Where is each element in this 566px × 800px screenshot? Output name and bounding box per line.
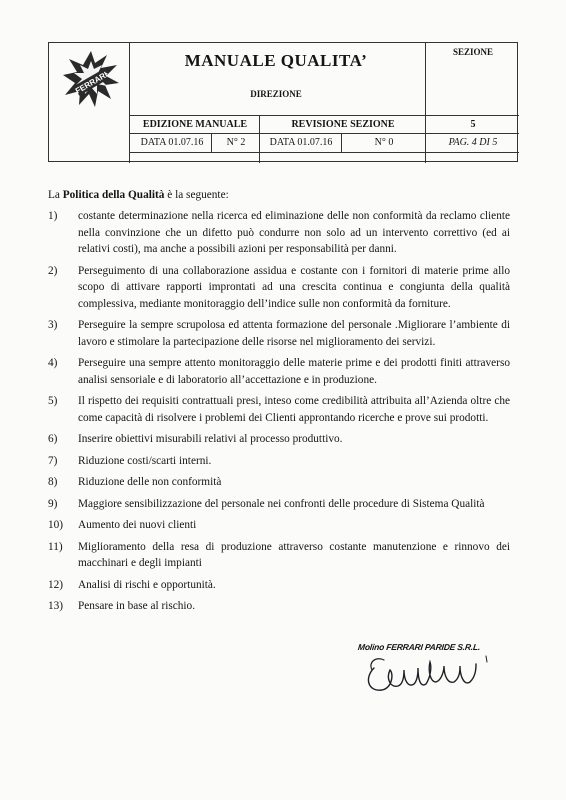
edizione-data: DATA 01.07.16 (140, 137, 204, 148)
list-item-text: Maggiore sensibilizzazione del personale nei confronti delle procedure di Sistema Qualità (78, 497, 485, 510)
list-item-text: Il rispetto dei requisiti contrattuali presi, inteso come credibilità attribuita all’Azienda oltre che come capacità di risolvere i problemi dei Clienti approntando ricerche e prove sui prodotti. (78, 395, 510, 424)
intro-text: La Politica della Qualità è la seguente: (48, 189, 229, 201)
page-number: PAG. 4 DI 5 (448, 137, 498, 148)
list-item-text: Riduzione delle non conformità (78, 476, 222, 488)
sezione-value: 5 (470, 119, 476, 130)
list-item-text: Miglioramento della resa di produzione attraverso costante manutenzione e rinnovo dei macchinari e degli impianti (78, 540, 510, 569)
list-item-number: 2) (48, 264, 58, 277)
list-item-text: Perseguire la sempre scrupolosa ed attenta formazione del personale .Migliorare l’ambiente di lavoro e stimolare la partecipazione delle risorse nel miglioramento dei servizi. (78, 319, 510, 348)
list-item (48, 496, 510, 513)
list-item (48, 355, 510, 388)
policy-heading: Politica della Qualità (62, 189, 165, 201)
list-item (48, 517, 510, 534)
list-item-number: 1) (48, 210, 58, 222)
list-item-number: 7) (48, 454, 58, 467)
policy-list (48, 208, 510, 620)
list-item-number: 9) (48, 497, 58, 510)
list-item (48, 598, 510, 615)
sezione-label: SEZIONE (452, 47, 494, 57)
revisione-data: DATA 01.07.16 (269, 137, 333, 148)
list-item-number: 5) (48, 395, 58, 407)
list-item-number: 8) (48, 476, 58, 488)
list-item-number: 10) (48, 519, 64, 531)
list-item-text: Analisi di rischi e opportunità. (78, 578, 216, 591)
edizione-num: N° 2 (226, 137, 246, 148)
list-item-text: Aumento dei nuovi clienti (78, 519, 197, 531)
logo-text: FERRARI (73, 70, 110, 96)
list-item-number: 12) (48, 578, 64, 591)
list-item (48, 577, 510, 594)
list-item-number: 6) (48, 433, 58, 445)
list-item-number: 3) (48, 319, 58, 331)
list-item-number: 4) (48, 357, 58, 369)
ferrari-logo-icon (61, 49, 121, 109)
list-item-number: 11) (48, 540, 63, 553)
list-item (48, 317, 510, 350)
list-item-text: Pensare in base al rischio. (78, 600, 196, 612)
list-item-number: 13) (48, 600, 64, 612)
header-table (48, 42, 518, 162)
list-item (48, 208, 510, 258)
list-item (48, 474, 510, 491)
list-item (48, 393, 510, 426)
revisione-num: N° 0 (374, 137, 394, 148)
company-stamp: Molino FERRARI PARIDE S.R.L. (357, 642, 481, 652)
list-item (48, 263, 510, 313)
list-item (48, 431, 510, 448)
list-item-text: Perseguimento di una collaborazione assidua e costante con i fornitori di materie prime allo scopo di attivare rapporti improntati ad una crescita continua e congiunta della qualità complessiva, mediante monitoraggio dell’indice sulle non conformità da forniture. (78, 264, 510, 310)
signature-icon (360, 648, 490, 696)
list-item-text: Inserire obiettivi misurabili relativi al processo produttivo. (78, 433, 343, 445)
list-item (48, 453, 510, 470)
revisione-label: REVISIONE SEZIONE (291, 119, 395, 130)
list-item-text: Perseguire una sempre attento monitoraggio delle materie prime e dei prodotti finiti attraverso analisi sensoriale e di laboratorio all’accettazione e in produzione. (78, 357, 510, 386)
list-item-text: costante determinazione nella ricerca ed eliminazione delle non conformità da reclamo cliente nella convinzione che un difetto può condurre non solo ad un intervento correttivo (ed ai relativi costi), ma anche a possibili azioni per responsabilità per danni. (78, 210, 510, 255)
edizione-label: EDIZIONE MANUALE (142, 119, 248, 130)
document-title: MANUALE QUALITA’ (184, 51, 368, 70)
document-subtitle: DIREZIONE (250, 89, 302, 99)
list-item-text: Riduzione costi/scarti interni. (78, 454, 212, 467)
list-item (48, 539, 510, 572)
